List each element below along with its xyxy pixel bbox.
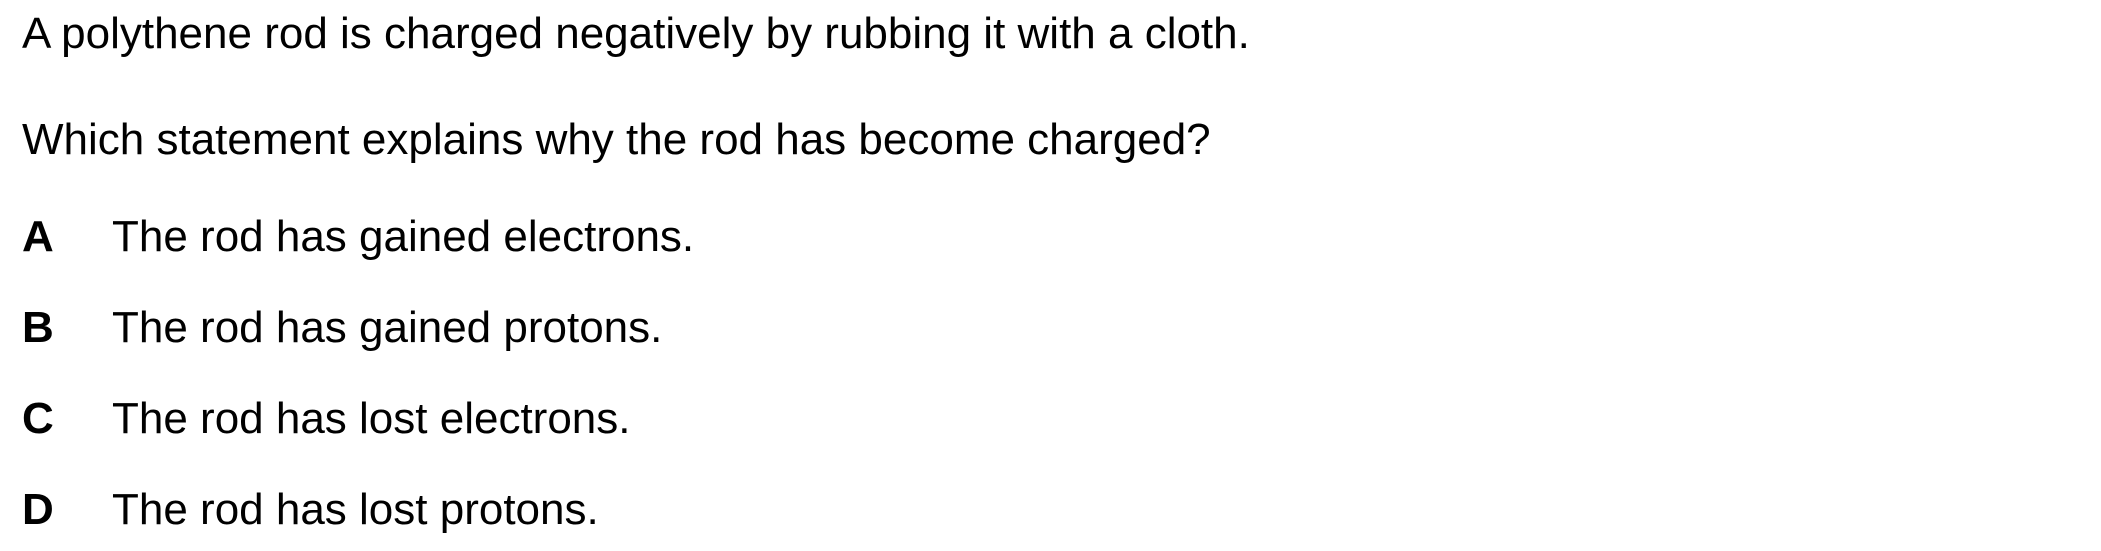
question-context: A polythene rod is charged negatively by rubbing it with a cloth. [22,9,1250,58]
option-text: The rod has lost electrons. [112,394,631,443]
option-letter: A [22,212,54,261]
option-text: The rod has gained protons. [112,303,663,352]
question-prompt: Which statement explains why the rod has become charged? [22,115,1211,164]
option-text: The rod has lost protons. [112,485,599,534]
option-letter: B [22,303,54,352]
option-letter: D [22,485,54,534]
option-text: The rod has gained electrons. [112,212,695,261]
option-letter: C [22,394,54,443]
